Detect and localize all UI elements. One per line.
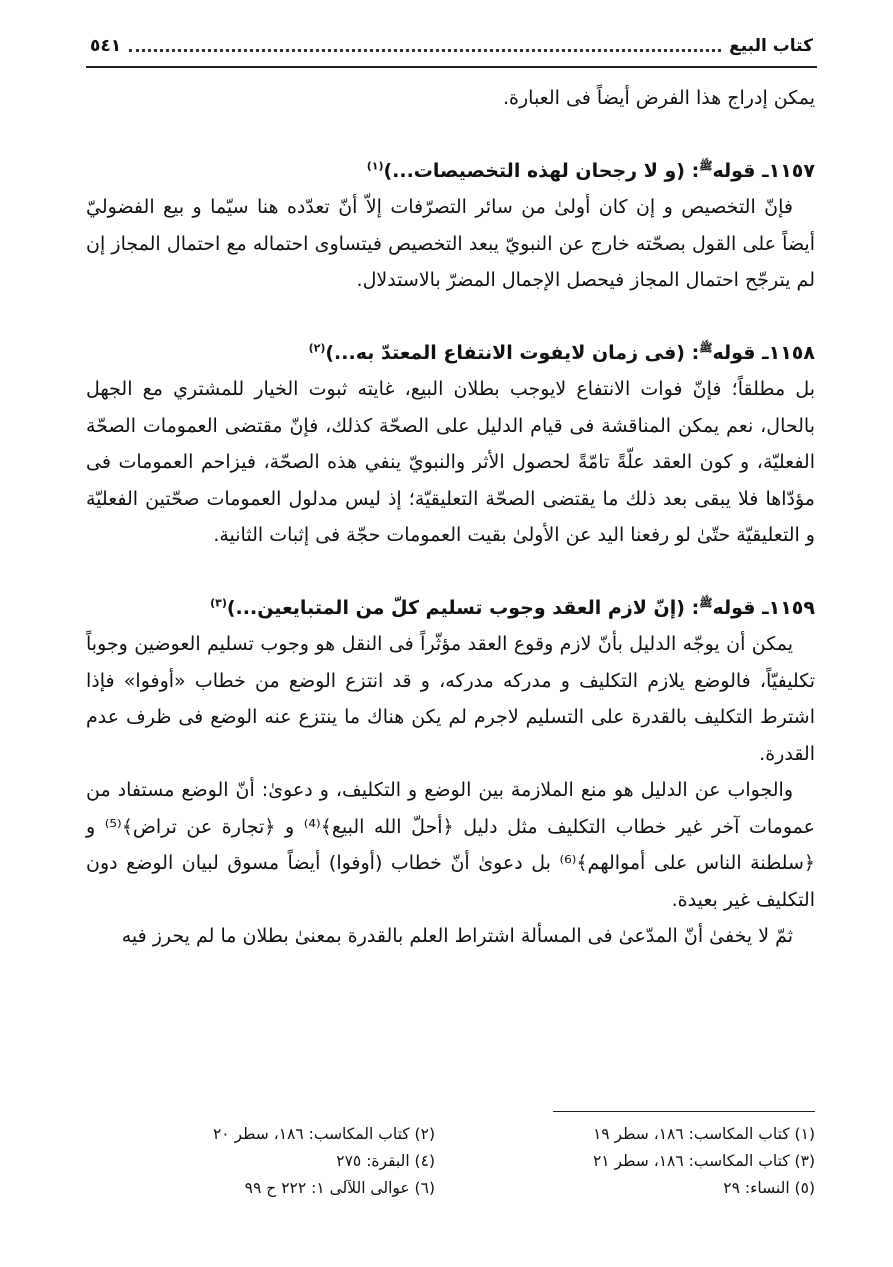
- footnote: (٥) النساء: ٢٩: [723, 1179, 815, 1197]
- footnotes: [95, 1121, 815, 1202]
- chapter-title: كتاب البيع: [729, 36, 813, 56]
- paragraph: يمكن أن يوجّه الدليل بأنّ لازم وقوع العقد مؤثّراً فى النقل هو وجوب تسليم العوضين وجوباً تكليفيّاً، فالوضع يلازم التكليف و مدركه مدركه، و قد انتزع الوضع من خطاب «أوفوا» فإذا اشترط التكليف بالقدرة على التسليم لاجرم لم يكن هناك ما ينتزع عنه الوضع فى ظرف عدم القدرة.: [86, 633, 815, 765]
- footnote-ref: (١): [366, 159, 384, 173]
- section-heading: ١١٥٩ـ قوله$^ﷺ$: (إنّ لازم العقد وجوب تسليم كلّ من المتبايعين...)$^{(٣)}$: [210, 596, 815, 619]
- paragraph: والجواب عن الدليل هو منع الملازمة بين الوضع و التكليف، و دعوىٰ: أنّ الوضع مستفاد من عمومات آخر غير خطاب التكليف مثل دليل ﴿أحلّ الله البيع﴾⁽⁴⁾ و ﴿تجارة عن تراض﴾⁽⁵⁾ و ﴿سلطنة الناس على أموالهم﴾⁽⁶⁾ بل دعوىٰ أنّ خطاب (أوفوا) أيضاً مسوق لبيان الوضع دون التكليف غير بعيدة.: [86, 779, 815, 911]
- paragraph: يمكن إدراج هذا الفرض أيضاً فى العبارة.: [502, 87, 815, 109]
- footnote: (٣) كتاب المكاسب: ١٨٦، سطر ٢١: [592, 1152, 815, 1170]
- footnote: (٢) كتاب المكاسب: ١٨٦، سطر ٢٠: [212, 1125, 435, 1143]
- section-heading: ١١٥٧ـ قوله$^ﷺ$: (و لا رجحان لهذه التخصيصات...)$^{(١)}$: [366, 159, 815, 182]
- paragraph: ثمّ لا يخفىٰ أنّ المدّعىٰ فى المسألة اشتراط العلم بالقدرة بمعنىٰ بطلان ما لم يحرز فيه: [121, 925, 793, 947]
- running-header: [90, 28, 813, 64]
- footnote: (١) كتاب المكاسب: ١٨٦، سطر ١٩: [592, 1125, 815, 1143]
- paragraph: فإنّ التخصيص و إن كان أولىٰ من سائر التصرّفات إلاّ أنّ تعدّده هنا سيّما و بيع الفضوليّ أيضاً على القول بصحّته خارج عن النبويّ يبعد التخصيص فيتساوى احتماله مع احتمال المجاز إن لم يترجّح احتمال المجاز فيحصل الإجمال المضرّ بالاستدلال.: [86, 196, 815, 291]
- body-text: [86, 80, 815, 955]
- footnote-ref: (٢): [308, 341, 326, 355]
- footnote: (٤) البقرة: ٢٧٥: [336, 1152, 435, 1170]
- footnote-rule: [553, 1111, 815, 1112]
- paragraph: بل مطلقاً؛ فإنّ فوات الانتفاع لايوجب بطلان البيع، غايته ثبوت الخيار للمشتري مع الجهل بالحال، نعم يمكن المناقشة فى قيام الدليل على الصحّة كذلك، فإنّ مقتضى العمومات الصحّة الفعليّة، و كون العقد علّةً تامّةً لحصول الأثر والنبويّ ينفي هذه الصحّة، فيزاحم العمومات فى مؤدّاها فلا يبقى بعد ذلك ما يقتضى الصحّة التعليقيّة؛ إذ ليس مدلول العمومات صحّتين الفعليّة و التعليقيّة حتّىٰ لو رفعنا اليد عن الأولىٰ بقيت العمومات حجّة فى إثبات الثانية.: [86, 378, 815, 546]
- footnote: (٦) عوالى اللآلى ١: ٢٢٢ ح ٩٩: [244, 1179, 435, 1197]
- page-number: ٥٤١: [90, 36, 122, 56]
- header-rule: [86, 66, 817, 68]
- leader-dots: [129, 49, 721, 52]
- footnote-ref: (٣): [210, 596, 227, 610]
- section-heading: ١١٥٨ـ قوله$^ﷺ$: (فى زمان لايفوت الانتفاع المعتدّ به...)$^{(٢)}$: [308, 341, 815, 364]
